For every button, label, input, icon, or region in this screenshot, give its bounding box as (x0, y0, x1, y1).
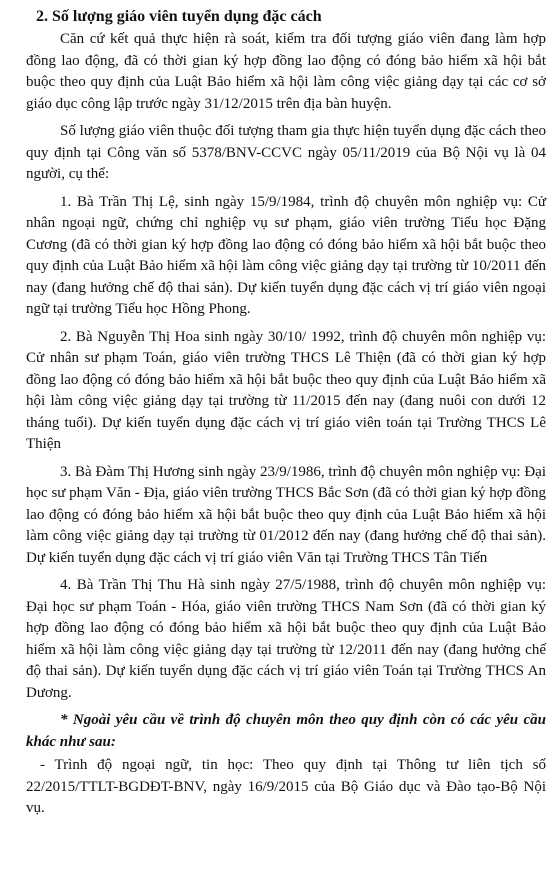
section-heading: 2. Số lượng giáo viên tuyển dụng đặc cách (36, 8, 322, 25)
requirements-heading: * Ngoài yêu cầu về trình độ chuyên môn theo quy định còn có các yêu cầu khác như sau: (26, 712, 546, 750)
teacher-entry-2: 2. Bà Nguyễn Thị Hoa sinh ngày 30/10/ 1992, trình độ chuyên môn nghiệp vụ: Cử nhân sư phạm Toán, giáo viên trường THCS Lê Thiện (đã có thời gian ký hợp đồng lao động có đóng bảo hiểm xã hội bắt buộc theo quy định của Luật Bảo hiểm xã hội làm công việc giảng dạy tại trường từ 11/2015 đến nay (đang nuôi con dưới 12 tháng tuổi). Dự kiến tuyển dụng đặc cách vị trí giáo viên toán tại Trường THCS Lê Thiện (26, 328, 546, 452)
teacher-entry-1: 1. Bà Trần Thị Lệ, sinh ngày 15/9/1984, trình độ chuyên môn nghiệp vụ: Cử nhân ngoại ngữ, chứng chỉ nghiệp vụ sư phạm, giáo viên trường Tiểu học Đặng Cương (đã có thời gian ký hợp đồng lao động có đóng bảo hiểm xã hội bắt buộc theo quy định của Luật Bảo hiểm xã hội làm công việc giảng dạy tại trường từ 10/2011 đến nay (đang hưởng chế độ thai sản). Dự kiến tuyển dụng đặc cách vị trí giáo viên ngoại ngữ tại trường Tiểu học Hồng Phong. (26, 193, 546, 317)
teacher-entry-4: 4. Bà Trần Thị Thu Hà sinh ngày 27/5/1988, trình độ chuyên môn nghiệp vụ: Đại học sư phạm Toán - Hóa, giáo viên trường THCS Nam Sơn (đã có thời gian ký hợp đồng lao động có đóng bảo hiểm xã hội bắt buộc theo quy định của Luật Bảo hiểm xã hội làm công việc giảng dạy tại trường từ 12/2011 đến nay (đang hưởng chế độ thai sản). Dự kiến tuyển dụng đặc cách vị trí giáo viên Toán tại Trường THCS An Dương. (26, 577, 546, 701)
intro-paragraph-1: Căn cứ kết quả thực hiện rà soát, kiểm tra đối tượng giáo viên đang làm hợp đồng lao động, đã có thời gian ký hợp đồng lao động có đóng bảo hiểm xã hội bắt buộc theo quy định của Luật Bảo hiểm xã hội làm công việc giảng dạy tại các cơ sở giáo dục công lập trước ngày 31/12/2015 trên địa bàn huyện. (26, 31, 546, 112)
teacher-entry-3: 3. Bà Đàm Thị Hương sinh ngày 23/9/1986, trình độ chuyên môn nghiệp vụ: Đại học sư phạm Văn - Địa, giáo viên trường THCS Bắc Sơn (đã có thời gian ký hợp đồng lao động có đóng bảo hiểm xã hội bắt buộc theo quy định của Luật Bảo hiểm xã hội làm công việc giảng dạy tại trường từ 01/2012 đến nay (đang hưởng chế độ thai sản). Dự kiến tuyển dụng đặc cách vị trí giáo viên Văn tại Trường THCS Tân Tiến (26, 463, 546, 566)
requirement-item-1: - Trình độ ngoại ngữ, tin học: Theo quy định tại Thông tư liên tịch số 22/2015/TTLT-BGDĐT-BNV, ngày 16/9/2015 của Bộ Giáo dục và Đào tạo-Bộ Nội vụ. (26, 757, 546, 816)
intro-paragraph-2: Số lượng giáo viên thuộc đối tượng tham gia thực hiện tuyển dụng đặc cách theo quy định tại Công văn số 5378/BNV-CCVC ngày 05/11/2019 của Bộ Nội vụ là 04 người, cụ thể: (26, 123, 546, 182)
